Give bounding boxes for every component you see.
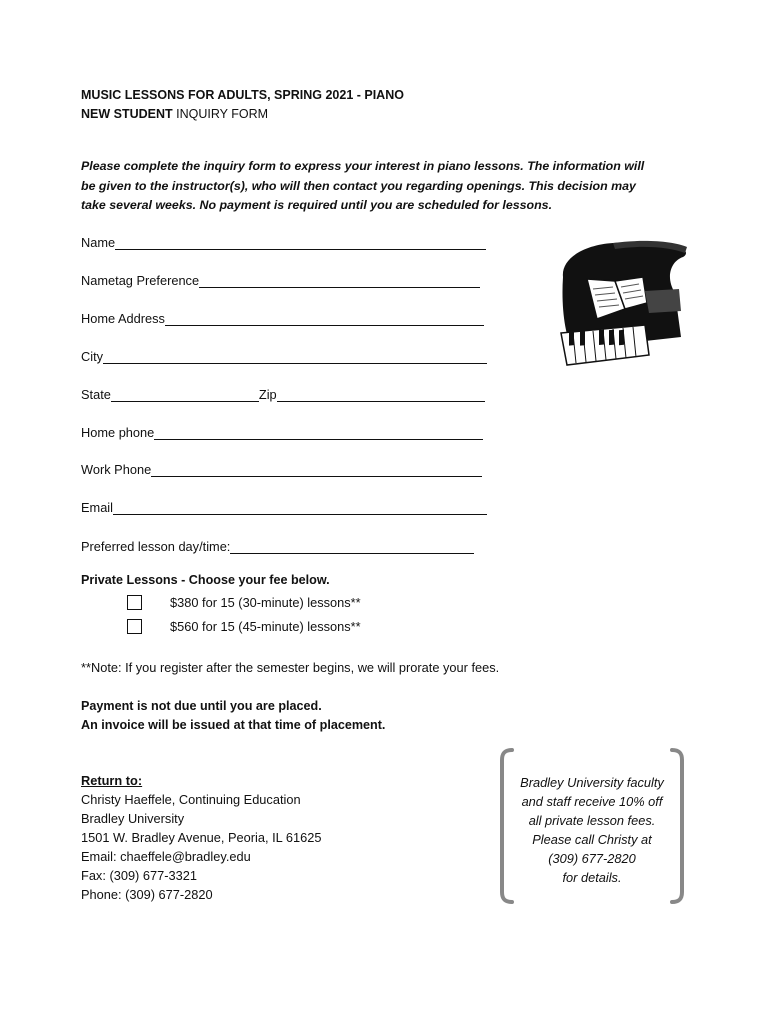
callout-line: (309) 677-2820 [548, 851, 636, 866]
return-fax: Fax: (309) 677-3321 [81, 868, 197, 883]
prorate-note: **Note: If you register after the semester begins, we will prorate your fees. [81, 660, 500, 675]
city-field[interactable] [81, 346, 487, 364]
email-line[interactable] [113, 500, 487, 515]
piano-icon [553, 237, 691, 369]
home-address-field[interactable] [81, 308, 484, 326]
email-label: Email [81, 500, 113, 515]
state-zip-field[interactable] [81, 384, 485, 402]
work-phone-label: Work Phone [81, 462, 152, 477]
callout-text [500, 773, 684, 887]
checkbox-icon[interactable] [127, 595, 142, 610]
preferred-time-line[interactable] [230, 539, 474, 554]
form-title [81, 86, 404, 124]
return-line: Christy Haeffele, Continuing Education [81, 792, 301, 807]
return-line: 1501 W. Bradley Avenue, Peoria, IL 61625 [81, 830, 322, 845]
nametag-line[interactable] [199, 273, 480, 288]
email-field[interactable] [81, 497, 487, 515]
subtitle-rest: INQUIRY FORM [172, 107, 269, 121]
preferred-time-field[interactable] [81, 536, 474, 554]
intro-line: Please complete the inquiry form to express your interest in piano lessons. The information will [81, 159, 645, 173]
subtitle-bold: NEW STUDENT [81, 107, 173, 121]
nametag-label: Nametag Preference [81, 273, 200, 288]
state-line[interactable] [111, 387, 259, 402]
work-phone-field[interactable] [81, 459, 482, 477]
home-phone-field[interactable] [81, 422, 483, 440]
preferred-time-label: Preferred lesson day/time: [81, 539, 231, 554]
title-line: MUSIC LESSONS FOR ADULTS, SPRING 2021 - PIANO [81, 88, 404, 102]
fee-option-45min[interactable] [127, 619, 361, 634]
name-line[interactable] [115, 235, 486, 250]
private-lessons-heading: Private Lessons - Choose your fee below. [81, 573, 330, 587]
callout-line: all private lesson fees. [528, 813, 656, 828]
intro-paragraph [81, 157, 691, 216]
home-address-label: Home Address [81, 311, 165, 326]
home-phone-label: Home phone [81, 425, 155, 440]
city-line[interactable] [103, 349, 487, 364]
return-heading: Return to: [81, 773, 143, 788]
fee-option-30min[interactable] [127, 595, 361, 610]
zip-line[interactable] [277, 387, 485, 402]
fee-option-label: $560 for 15 (45-minute) lessons** [170, 619, 361, 634]
callout-line: Bradley University faculty [520, 775, 664, 790]
return-address [81, 771, 321, 904]
intro-line: take several weeks. No payment is required until you are scheduled for lessons. [81, 198, 553, 212]
work-phone-line[interactable] [151, 462, 482, 477]
fee-option-label: $380 for 15 (30-minute) lessons** [170, 595, 361, 610]
zip-label: Zip [258, 387, 277, 402]
discount-callout [500, 748, 684, 904]
return-email: Email: chaeffele@bradley.edu [81, 849, 251, 864]
home-address-line[interactable] [165, 311, 484, 326]
checkbox-icon[interactable] [127, 619, 142, 634]
nametag-field[interactable] [81, 270, 480, 288]
name-label: Name [81, 235, 116, 250]
return-phone: Phone: (309) 677-2820 [81, 887, 213, 902]
name-field[interactable] [81, 232, 486, 250]
state-label: State [81, 387, 111, 402]
callout-line: Please call Christy at [532, 832, 652, 847]
city-label: City [81, 349, 104, 364]
payment-notice [81, 697, 385, 735]
home-phone-line[interactable] [154, 425, 483, 440]
return-line: Bradley University [81, 811, 185, 826]
payment-line: Payment is not due until you are placed. [81, 699, 322, 713]
intro-line: be given to the instructor(s), who will then contact you regarding openings. This decision may [81, 178, 636, 193]
callout-line: and staff receive 10% off [521, 794, 663, 809]
callout-line: for details. [562, 870, 622, 885]
payment-line: An invoice will be issued at that time of placement. [81, 718, 386, 732]
